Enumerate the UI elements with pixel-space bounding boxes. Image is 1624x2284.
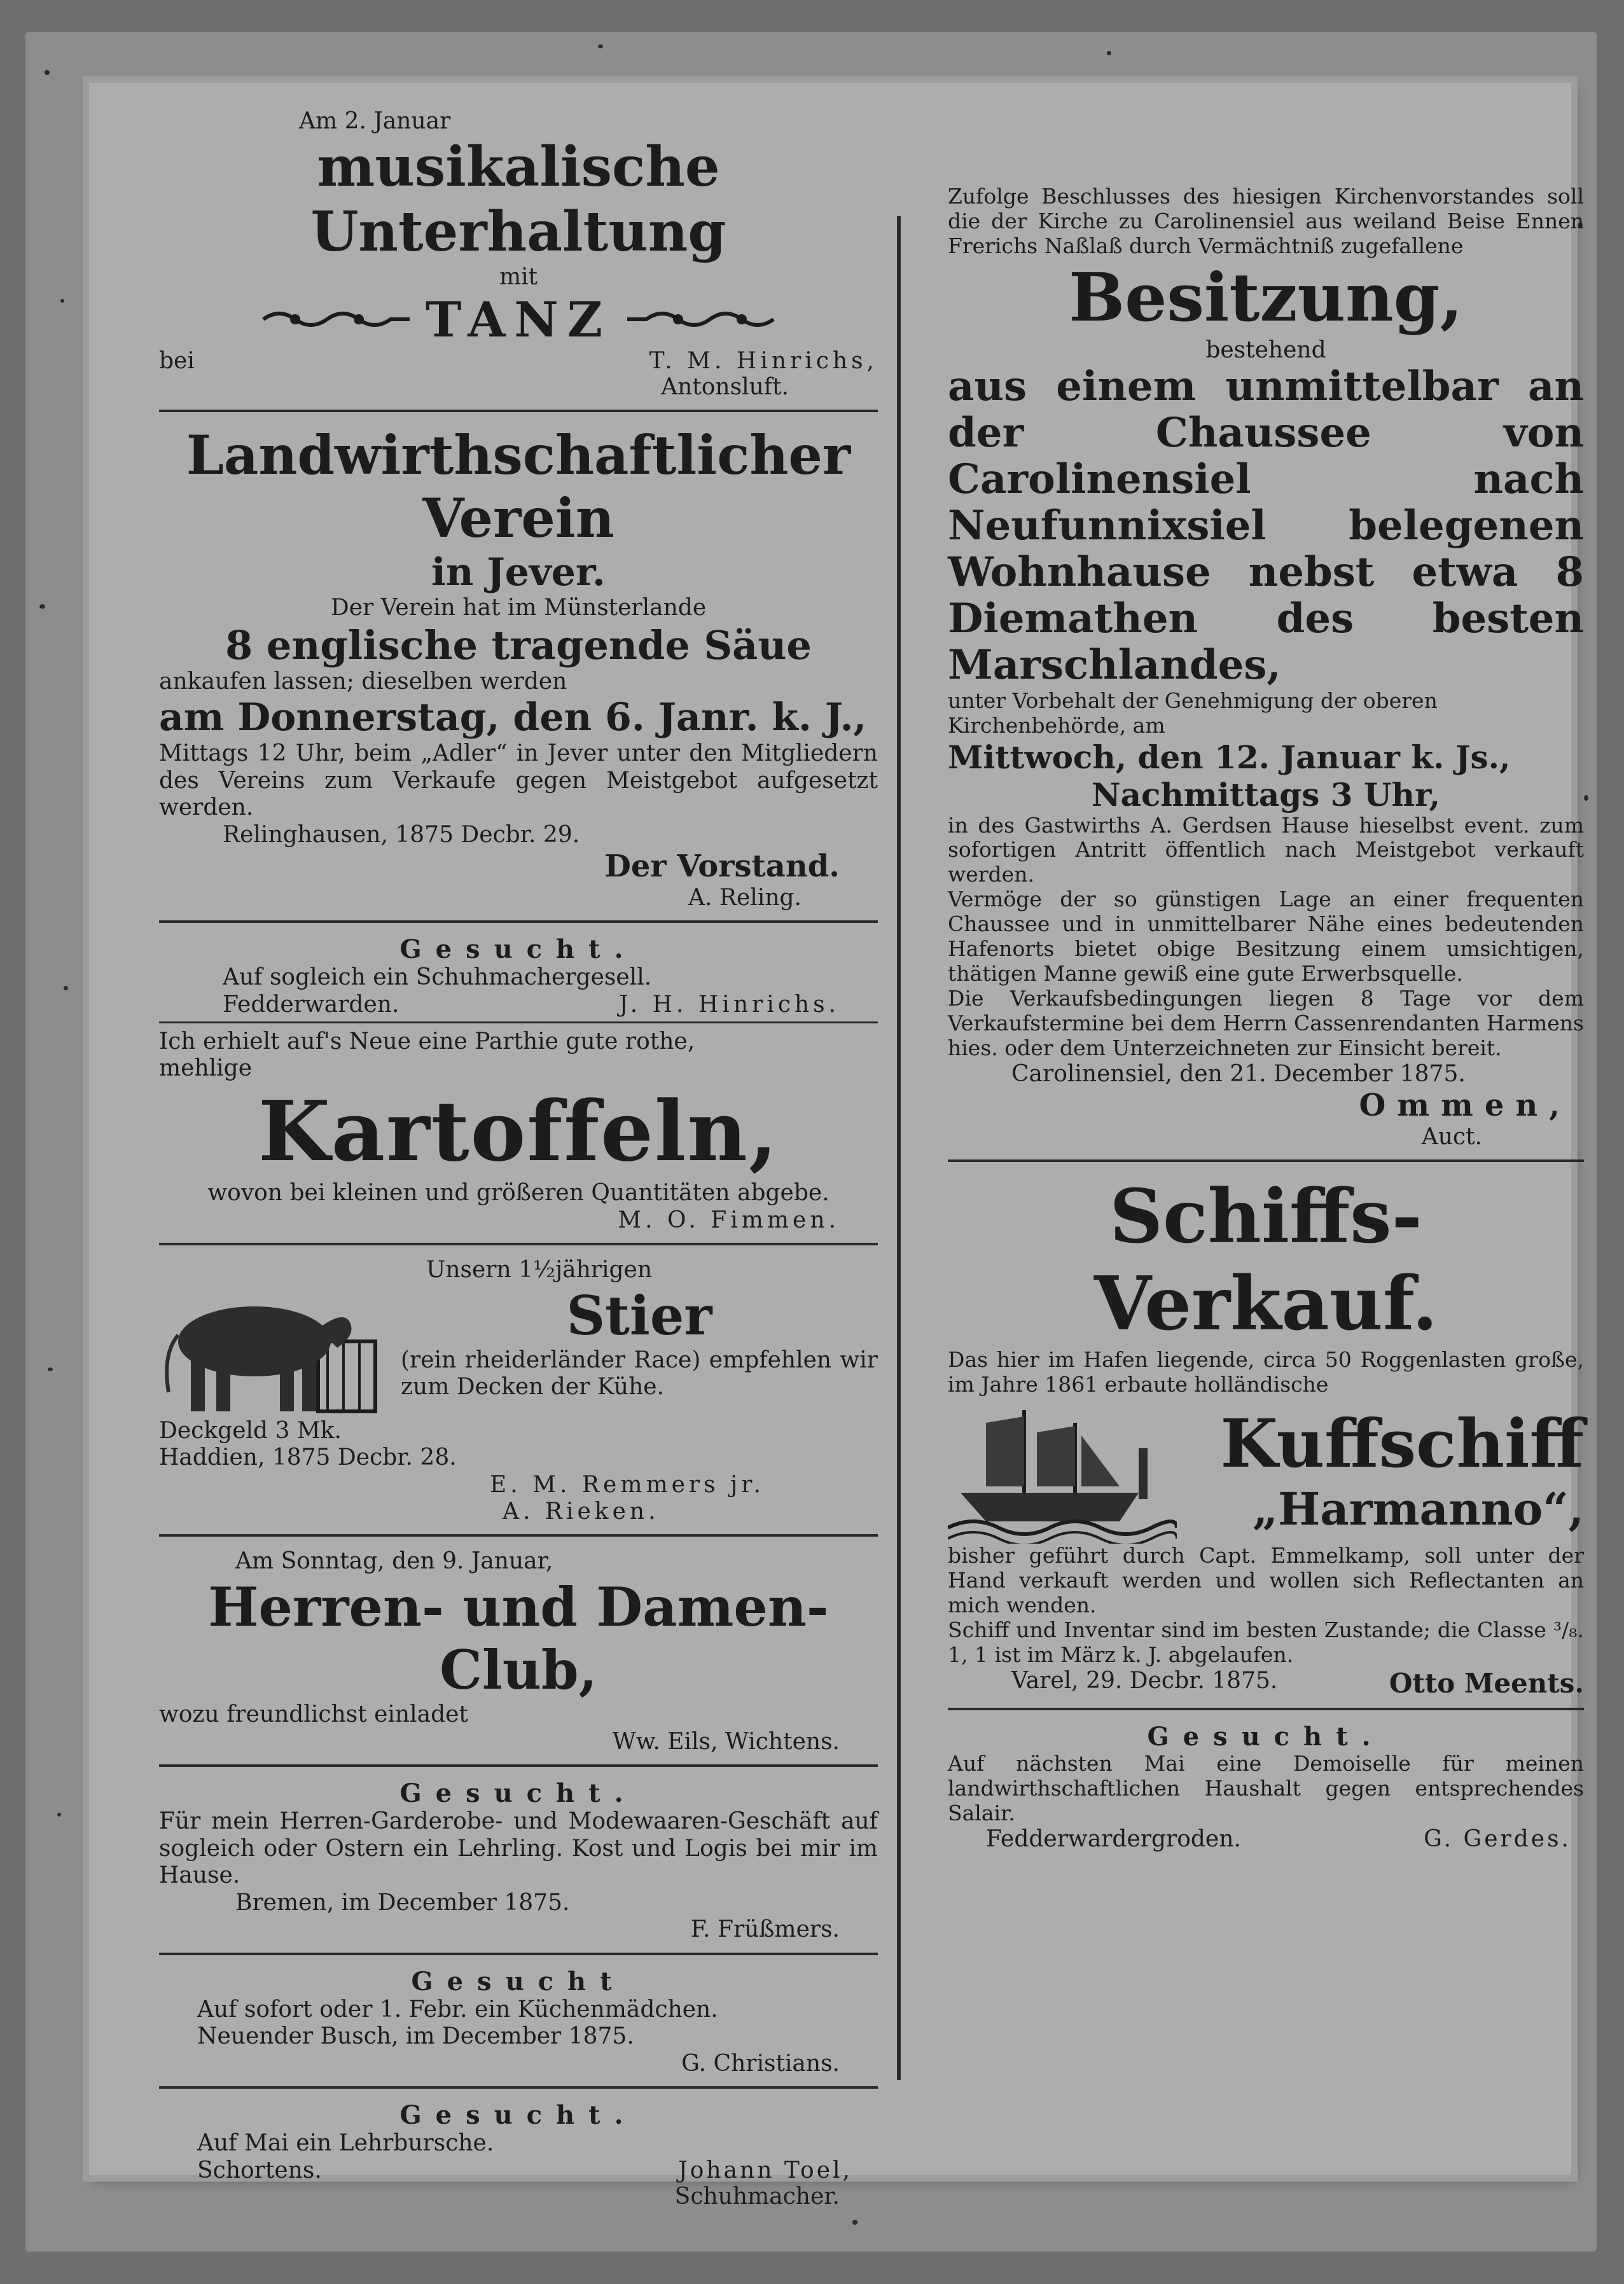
ad-sign-row — [159, 992, 878, 1018]
ad-line: mehlige — [159, 1055, 253, 1082]
ad-title: Stier — [566, 1284, 712, 1347]
ad-fee: Deckgeld 3 Mk. — [159, 1417, 342, 1444]
ad-body: bisher geführt durch Capt. Emmelkamp, soll unter der Hand verkauft werden und wollen sich Reflectanten an mich wenden. — [948, 1543, 1584, 1617]
ad-kartoffeln — [159, 1028, 878, 1234]
ad-stier — [159, 1257, 878, 1525]
divider — [159, 1764, 878, 1767]
ad-sign-row — [159, 2157, 878, 2184]
ad-line: bestehend — [1205, 336, 1326, 363]
ad-ship-type: Kuffschiff — [1220, 1404, 1584, 1483]
ad-line: Ich erhielt auf's Neue eine Parthie gute rothe, — [159, 1028, 695, 1055]
ad-signature: Ww. Eils, Wichtens. — [612, 1728, 840, 1755]
ad-dateline: Varel, 29. Decbr. 1875. — [1011, 1667, 1278, 1694]
divider — [159, 1953, 878, 1955]
ad-body: Für mein Herren-Garderobe- und Modewaaren-Geschäft auf sogleich oder Ostern ein Lehrling. Kost und Logis bei mir im Hause. — [159, 1808, 878, 1889]
ad-dateline: Neuender Busch, im December 1875. — [197, 2023, 634, 2050]
ad-line: Am Sonntag, den 9. Januar, — [235, 1548, 553, 1575]
divider — [159, 410, 878, 412]
ad-highlight: aus einem unmittelbar an der Chaussee von Carolinensiel nach Neufunnixsiel belegenen Wohnhause nebst etwa 8 Diemathen des besten Marschlandes, — [948, 363, 1584, 689]
ad-title: Landwirthschaftlicher Verein — [186, 424, 851, 550]
divider — [159, 1243, 878, 1245]
ad-gesucht-2 — [159, 1778, 878, 1944]
ad-stier-row — [159, 1284, 878, 1418]
ad-host-row — [159, 348, 878, 374]
ad-highlight: 8 englische tragende Säue — [225, 621, 812, 668]
divider — [159, 920, 878, 923]
ad-gesucht-1 — [159, 934, 878, 1018]
divider — [159, 1021, 878, 1023]
ad-sign-row — [948, 1668, 1584, 1699]
ad-signature-role: Auct. — [1421, 1124, 1482, 1151]
ad-line: ankaufen lassen; dieselben werden — [159, 668, 567, 695]
ad-body: in des Gastwirths A. Gerdsen Hause hieselbst event. zum sofortigen Antritt öffentlich nach Meistgebot verkauft werden. — [948, 812, 1584, 887]
ad-heading: Gesucht. — [399, 2100, 637, 2131]
ad-body: Auf nächsten Mai eine Demoiselle für meinen landwirthschaftlichen Haushalt gegen entsprechendes Salair. — [948, 1750, 1584, 1825]
ad-signature: Der Vorstand. — [604, 848, 840, 885]
ad-signature-role: Schuhmacher. — [674, 2183, 840, 2210]
ad-place: Fedderwardergroden. — [986, 1825, 1241, 1852]
ad-heading: Gesucht. — [399, 1778, 637, 1809]
divider — [159, 1534, 878, 1537]
ad-date-line: Mittwoch, den 12. Januar k. Js., — [948, 738, 1511, 776]
tanz-banner — [159, 291, 878, 348]
ad-ship-name: „Harmanno“, — [1252, 1483, 1584, 1536]
ad-title: Besitzung, — [1069, 258, 1463, 336]
ad-line: Das hier im Hafen liegende, circa 50 Roggenlasten große, im Jahre 1861 erbaute holländische — [948, 1347, 1584, 1397]
ad-heading: Gesucht. — [399, 934, 637, 965]
ad-mit: mit — [499, 264, 538, 291]
ad-besitzung — [948, 184, 1584, 1151]
ad-time: Nachmittags 3 Uhr, — [1091, 775, 1441, 813]
ad-place: Antonsluft. — [661, 373, 789, 400]
ad-host: T. M. Hinrichs, — [649, 347, 878, 374]
ad-line: Auf sogleich ein Schuhmachergesell. — [223, 964, 652, 991]
right-ornament-icon — [624, 305, 777, 334]
divider — [948, 1708, 1584, 1710]
ad-schiff — [948, 1173, 1584, 1698]
ad-line: Auf Mai ein Lehrbursche. — [197, 2130, 494, 2157]
ad-body: Vermöge der so günstigen Lage an einer frequenten Chaussee und in unmittelbarer Nähe eines bedeutenden Hafenorts bietet obige Besitzung einem umsichtigen, thätigen Manne gewiß eine gute Erwerbsquelle. — [948, 887, 1584, 986]
bull-icon — [159, 1284, 388, 1418]
ship-icon — [948, 1397, 1177, 1544]
ad-signature: A. Rieken. — [503, 1498, 660, 1525]
ad-date: Am 2. Januar — [299, 108, 451, 134]
ad-verein — [159, 424, 878, 911]
ad-title: musikalische Unterhaltung — [310, 135, 726, 264]
ad-line: wovon bei kleinen und größeren Quantitäten abgebe. — [207, 1180, 829, 1207]
column-divider — [897, 216, 901, 2080]
ad-dateline: Carolinensiel, den 21. December 1875. — [1011, 1060, 1466, 1087]
ad-body: (rein rheiderländer Race) empfehlen wir zum Decken der Kühe. — [401, 1346, 878, 1401]
ad-signature: F. Früßmers. — [690, 1916, 840, 1943]
ad-subtitle: in Jever. — [431, 550, 606, 595]
ad-sign-row — [948, 1826, 1584, 1852]
ad-body: Die Verkaufsbedingungen liegen 8 Tage vor dem Verkaufstermine bei dem Herrn Cassenrendanten Harmens hies. oder dem Unterzeichneten zur Einsicht bereit. — [948, 986, 1584, 1060]
ad-title: Herren- und Damen-Club, — [208, 1575, 829, 1702]
ad-body: Mittags 12 Uhr, beim „Adler“ in Jever unter den Mitgliedern des Vereins zum Verkaufe gegen Meistgebot aufgesetzt werden. — [159, 740, 878, 821]
left-column — [159, 108, 878, 2210]
ad-ship-text — [1177, 1405, 1584, 1535]
ad-intro: Zufolge Beschlusses des hiesigen Kirchenvorstandes soll die der Kirche zu Carolinensiel aus weiland Beise Ennen Frerichs Naßlaß durch Vermächtniß zugefallene — [948, 184, 1584, 258]
ad-place: Schortens. — [197, 2157, 322, 2184]
divider — [948, 1159, 1584, 1162]
ad-dance — [159, 108, 878, 401]
ad-signature: Otto Meents. — [1389, 1667, 1584, 1699]
ad-heading: Gesucht. — [1147, 1721, 1385, 1752]
ad-signature: J. H. Hinrichs. — [619, 991, 840, 1018]
ad-ship-row — [948, 1397, 1584, 1544]
ad-gesucht-3 — [159, 1967, 878, 2078]
divider — [159, 2086, 878, 2089]
ad-line: wozu freundlichst einladet — [159, 1701, 468, 1728]
ad-stier-text — [388, 1284, 878, 1401]
ad-signature: M. O. Fimmen. — [618, 1207, 840, 1233]
tanz-label: TANZ — [425, 291, 612, 348]
ad-place: Fedderwarden. — [223, 991, 399, 1018]
ad-dateline: Relinghausen, 1875 Decbr. 29. — [223, 821, 580, 848]
ad-signature: E. M. Remmers jr. — [490, 1471, 765, 1498]
ad-signature: G. Christians. — [681, 2050, 840, 2077]
ad-body: Schiff und Inventar sind im besten Zustande; die Classe ³/₈. 1, 1 ist im März k. J. abgelaufen. — [948, 1617, 1584, 1667]
ad-dateline: Bremen, im December 1875. — [235, 1889, 570, 1916]
ad-title: Kartoffeln, — [258, 1082, 779, 1180]
ad-line: Der Verein hat im Münsterlande — [330, 595, 707, 621]
ad-signature: Ommen, — [1359, 1088, 1571, 1124]
ad-dateline: Haddien, 1875 Decbr. 28. — [159, 1444, 457, 1471]
left-ornament-icon — [260, 305, 413, 334]
ad-signature: G. Gerdes. — [1424, 1825, 1571, 1852]
ad-signature: Johann Toel, — [678, 2157, 852, 2184]
ad-signature-name: A. Reling. — [688, 884, 802, 911]
right-column — [948, 184, 1584, 1852]
ad-heading: Gesucht — [411, 1966, 626, 1997]
ad-title: Schiffs-Verkauf. — [1093, 1173, 1438, 1348]
ad-line: Unsern 1½jährigen — [426, 1257, 653, 1284]
ad-date-line: am Donnerstag, den 6. Janr. k. J., — [159, 695, 867, 740]
ad-line: Auf sofort oder 1. Febr. ein Küchenmädchen. — [197, 1996, 718, 2023]
ad-gesucht-right — [948, 1722, 1584, 1852]
ad-club — [159, 1548, 878, 1755]
ad-line: unter Vorbehalt der Genehmigung der oberen Kirchenbehörde, am — [948, 688, 1438, 738]
ad-bei: bei — [159, 347, 195, 374]
ad-gesucht-4 — [159, 2100, 878, 2210]
